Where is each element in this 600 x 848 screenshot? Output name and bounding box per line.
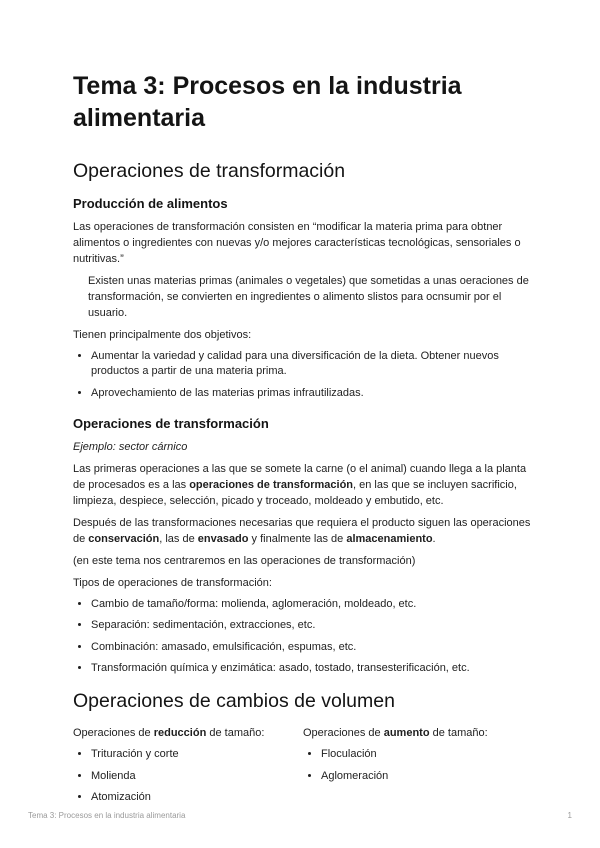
subheading-transformation-operations: Operaciones de transformación <box>73 415 269 431</box>
list-item: • Cambio de tamaño/forma: molienda, aglomeración, moldeado, etc. <box>91 597 533 612</box>
section-heading-transformation: Operaciones de transformación <box>73 160 346 182</box>
page-number: 1 <box>567 811 572 820</box>
example-label: Ejemplo: sector cárnico <box>73 440 188 453</box>
types-list <box>73 597 533 677</box>
document-page <box>73 70 533 812</box>
list-item: • Transformación química y enzimática: asado, tostado, transesterificación, etc. <box>91 661 533 676</box>
section-heading-volume-changes: Operaciones de cambios de volumen <box>73 690 395 712</box>
objectives-intro: Tienen principalmente dos objetivos: <box>73 329 252 341</box>
list-item: • Aumentar la variedad y calidad para una diversificación de la dieta. Obtener nuevos productos a partir de una materia prima. <box>91 349 533 379</box>
list-item: • Trituración y corte <box>91 747 303 762</box>
meat-sector-paragraph: Las primeras operaciones a las que se somete la carne (o el animal) cuando llega a la planta de procesados es a las operaciones de transformación, en las que se incluyen sacrificio, limpieza, despiece, selección, picado y troceado, moldeado y embutido, etc. <box>73 462 527 507</box>
increase-list <box>303 747 533 784</box>
intro-paragraph: Las operaciones de transformación consisten en “modificar la materia prima para obtner alimentos o ingredientes con nuevas y/o mejores características tecnológicas, sensoriales o nutritivas.” <box>73 221 521 265</box>
indented-quote: Existen unas materias primas (animales o vegetales) que sometidas a unas oeraciones de transformación, se convierten en ingredientes o alimento slistos para ocnsumir por el usuario. <box>88 275 529 319</box>
list-item: • Aprovechamiento de las materias primas infrautilizadas. <box>91 386 533 401</box>
list-item: • Separación: sedimentación, extracciones, etc. <box>91 618 533 633</box>
list-item: • Molienda <box>91 769 303 784</box>
footer-title: Tema 3: Procesos en la industria alimentaria <box>28 811 186 820</box>
after-transformation-paragraph: Después de las transformaciones necesarias que requiera el producto siguen las operaciones de conservación, las de envasado y finalmente las de almacenamiento. <box>73 516 531 545</box>
list-item: • Combinación: amasado, emulsificación, espumas, etc. <box>91 640 533 655</box>
focus-note: (en este tema nos centraremos en las operaciones de transformación) <box>73 554 416 567</box>
increase-intro: Operaciones de aumento de tamaño: <box>303 727 488 739</box>
two-column-layout <box>73 725 533 812</box>
subheading-food-production: Producción de alimentos <box>73 196 228 211</box>
objectives-list <box>73 349 533 401</box>
page-footer <box>28 811 572 820</box>
reduction-column <box>73 725 303 812</box>
types-intro: Tipos de operaciones de transformación: <box>73 576 272 589</box>
list-item: • Floculación <box>321 747 533 762</box>
document-title: Tema 3: Procesos en la industria alimentaria <box>73 72 462 132</box>
list-item: • Aglomeración <box>321 769 533 784</box>
list-item: • Atomización <box>91 790 303 805</box>
increase-column <box>303 725 533 812</box>
reduction-intro: Operaciones de reducción de tamaño: <box>73 727 265 739</box>
reduction-list <box>73 747 303 805</box>
